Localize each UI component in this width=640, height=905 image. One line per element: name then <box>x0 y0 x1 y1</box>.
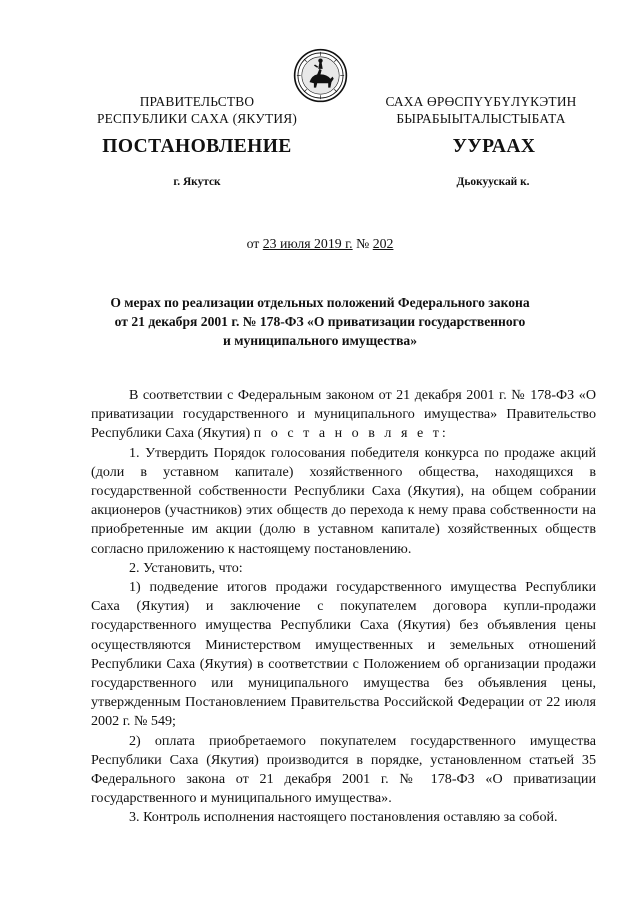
coat-of-arms-emblem-icon <box>293 48 348 103</box>
item-2-paragraph: 2. Установить, что: <box>129 559 243 576</box>
item-1-paragraph: 1. Утвердить Порядок голосования победителя конкурса по продаже акций (доли в уставном капитале) хозяйственного общества, находящихся в государственной собственности Республики Саха (Якутия), на общем собрании акционеров (участников) этих обществ до перехода к нему права собственности на приобретенные им акции (долю в уставном капитале) хозяйственных обществ согласно приложению к настоящему постановлению. <box>91 444 596 557</box>
document-subject <box>80 293 560 350</box>
item-2-1-paragraph: 1) подведение итогов продажи государственного имущества Республики Саха (Якутия) и заключение с покупателем договора купли-продажи государственного имущества Республики Саха (Якутия) без объявления цены осуществляются Министерством имущественных и земельных отношений Республики Саха (Якутия) в соответствии с Положением об организации продажи государственного или муниципального имущества без объявления цены, утвержденным Постановлением Правительства Российской Федерации от 22 июля 2002 г. № 549; <box>91 579 596 730</box>
subject-line: О мерах по реализации отдельных положений Федерального закона <box>110 295 530 310</box>
document-body <box>91 386 596 828</box>
org-name-line: РЕСПУБЛИКИ САХА (ЯКУТИЯ) <box>97 111 297 126</box>
subject-line: и муниципального имущества» <box>222 333 418 348</box>
city-russian: г. Якутск <box>173 176 221 188</box>
document-type-russian: ПОСТАНОВЛЕНИЕ <box>102 136 292 157</box>
number-sign: № <box>356 236 370 251</box>
document-date: 23 июля 2019 г. <box>262 236 353 251</box>
document-number: 202 <box>372 236 394 251</box>
preamble-action: п о с т а н о в л я е т: <box>253 425 449 442</box>
org-name-russian <box>82 93 312 127</box>
preamble-text: В соответствии с Федеральным законом от 21 декабря 2001 г. № 178-ФЗ «О приватизации государственного и муниципального имущества» Правительство Республики Саха (Якутия) <box>91 387 596 442</box>
subject-line: от 21 декабря 2001 г. № 178-ФЗ «О приватизации государственного <box>114 314 526 329</box>
item-2-2-paragraph: 2) оплата приобретаемого покупателем государственного имущества Республики Саха (Якутия) производится в порядке, установленном статьей 35 Федерального закона от 21 декабря 2001 г. № 178-ФЗ «О приватизации государственного и муниципального имущества». <box>91 732 596 807</box>
preamble-paragraph <box>91 386 596 444</box>
item-3-paragraph: 3. Контроль исполнения настоящего постановления оставляю за собой. <box>129 809 558 826</box>
date-prefix: от <box>246 236 260 251</box>
date-and-number <box>0 236 640 252</box>
org-name-line: САХА ӨРӨСПҮҮБҮЛҮКЭТИН <box>385 94 577 109</box>
org-name-sakha <box>366 93 596 127</box>
document-type-sakha: УУРААХ <box>452 136 536 157</box>
org-name-line: ПРАВИТЕЛЬСТВО <box>139 94 255 109</box>
org-name-line: БЫРАБЫЫТАЛЫСТЫБАТА <box>396 111 566 126</box>
city-sakha: Дьокуускай к. <box>456 176 530 188</box>
